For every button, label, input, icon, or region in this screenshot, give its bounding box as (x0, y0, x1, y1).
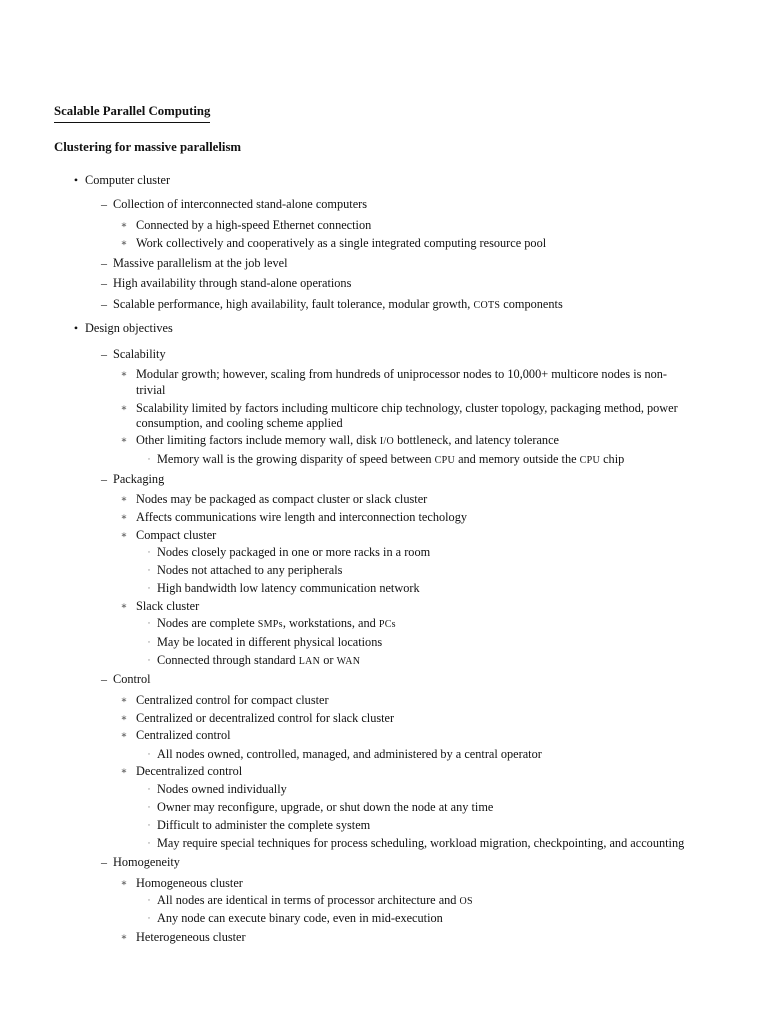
list-item-text: Control (113, 672, 151, 686)
list-item-text: Computer cluster (85, 173, 171, 187)
list-item (0, 892, 768, 910)
list-item-text: All nodes owned, controlled, managed, and administered by a central operator (157, 747, 542, 761)
list-item-text: Packaging (113, 472, 165, 486)
list-item-text: Nodes owned individually (157, 782, 287, 796)
list-item (0, 598, 768, 616)
document-title: Scalable Parallel Computing (54, 103, 210, 123)
list-item-text: May require special techniques for process scheduling, workload migration, checkpointing, and accounting (157, 836, 685, 850)
list-item (0, 652, 768, 670)
bullet-marker: – (101, 347, 107, 361)
bullet-marker: ∗ (120, 878, 128, 889)
list-item (0, 763, 768, 781)
bullet-marker: – (101, 197, 107, 211)
bullet-marker: ∗ (120, 435, 128, 446)
bullet-marker: ∗ (120, 238, 128, 249)
list-item-text: Scalable performance, high availability, fault tolerance, modular growth, COTS components (113, 297, 563, 311)
bullet-marker: ∗ (120, 403, 128, 414)
list-item (0, 415, 768, 433)
bullet-marker: · (147, 655, 151, 665)
list-item (0, 235, 768, 253)
list-item-text: Memory wall is the growing disparity of speed between CPU and memory outside the CPU chip (157, 452, 625, 466)
list-item-text: Homogeneity (113, 855, 180, 869)
bullet-marker: · (147, 618, 151, 628)
list-item-text: Nodes not attached to any peripherals (157, 563, 343, 577)
list-item-text: Nodes are complete SMPs, workstations, and PCs (157, 616, 396, 630)
bullet-marker: · (147, 583, 151, 593)
bullet-marker: ∗ (120, 766, 128, 777)
list-item-text: Centralized control for compact cluster (136, 693, 329, 707)
list-item-text: Nodes may be packaged as compact cluster or slack cluster (136, 492, 428, 506)
bullet-marker: ∗ (120, 932, 128, 943)
bullet-marker: ∗ (120, 494, 128, 505)
list-item-text: High availability through stand-alone operations (113, 276, 352, 290)
list-item-text: Affects communications wire length and interconnection techology (136, 510, 468, 524)
list-item (0, 875, 768, 893)
bullet-marker: – (101, 256, 107, 270)
list-item (0, 432, 768, 450)
bullet-marker: · (147, 454, 151, 464)
bullet-marker: – (101, 472, 107, 486)
list-item (0, 562, 768, 580)
list-item (0, 320, 768, 338)
list-item (0, 854, 768, 872)
bullet-marker: – (101, 855, 107, 869)
list-item (0, 835, 768, 853)
list-item (0, 799, 768, 817)
list-item (0, 491, 768, 509)
list-item (0, 382, 768, 400)
list-item (0, 196, 768, 214)
bullet-marker: ∗ (120, 369, 128, 380)
list-item-text: trivial (136, 383, 166, 397)
list-item-text: Decentralized control (136, 764, 243, 778)
list-item-text: Massive parallelism at the job level (113, 256, 288, 270)
list-item (0, 471, 768, 489)
bullet-marker: ∗ (120, 730, 128, 741)
section-heading: Clustering for massive parallelism (54, 140, 242, 154)
list-item-text: consumption, and cooling scheme applied (136, 416, 343, 430)
list-item-text: Work collectively and cooperatively as a single integrated computing resource pool (136, 236, 547, 250)
list-item-text: All nodes are identical in terms of processor architecture and OS (157, 893, 473, 907)
list-item-text: Scalability limited by factors including multicore chip technology, cluster topology, packaging method, power (136, 401, 678, 415)
list-item (0, 929, 768, 947)
list-item (0, 727, 768, 745)
list-item-text: Slack cluster (136, 599, 200, 613)
bullet-marker: · (147, 547, 151, 557)
bullet-marker: – (101, 276, 107, 290)
bullet-marker: · (147, 565, 151, 575)
bullet-marker: • (73, 321, 79, 335)
list-item-text: Any node can execute binary code, even in mid-execution (157, 911, 443, 925)
list-item (0, 275, 768, 293)
bullet-marker: · (147, 913, 151, 923)
list-item (0, 710, 768, 728)
list-item (0, 451, 768, 469)
list-item (0, 692, 768, 710)
list-item-text: Collection of interconnected stand-alone computers (113, 197, 368, 211)
bullet-marker: ∗ (120, 695, 128, 706)
list-item (0, 217, 768, 235)
list-item (0, 296, 768, 314)
list-item-text: Centralized or decentralized control for slack cluster (136, 711, 395, 725)
list-item (0, 817, 768, 835)
list-item-text: Other limiting factors include memory wall, disk I/O bottleneck, and latency tolerance (136, 433, 559, 447)
list-item (0, 172, 768, 190)
bullet-marker: · (147, 802, 151, 812)
list-item (0, 509, 768, 527)
bullet-marker: ∗ (120, 530, 128, 541)
bullet-marker: ∗ (120, 512, 128, 523)
list-item (0, 781, 768, 799)
list-item (0, 255, 768, 273)
list-item-text: Centralized control (136, 728, 231, 742)
list-item-text: Owner may reconfigure, upgrade, or shut down the node at any time (157, 800, 494, 814)
list-item (0, 527, 768, 545)
list-item-text: Connected through standard LAN or WAN (157, 653, 361, 667)
list-item-text: Design objectives (85, 321, 173, 335)
bullet-marker: · (147, 749, 151, 759)
bullet-marker: · (147, 637, 151, 647)
list-item (0, 615, 768, 633)
bullet-marker: ∗ (120, 220, 128, 231)
list-item-text: Homogeneous cluster (136, 876, 243, 890)
list-item-text: Nodes closely packaged in one or more racks in a room (157, 545, 431, 559)
list-item (0, 634, 768, 652)
list-item-text: Heterogeneous cluster (136, 930, 246, 944)
list-item-text: High bandwidth low latency communication network (157, 581, 420, 595)
bullet-marker: ∗ (120, 713, 128, 724)
bullet-marker: · (147, 838, 151, 848)
bullet-marker: · (147, 895, 151, 905)
list-item-text: Difficult to administer the complete system (157, 818, 371, 832)
list-item (0, 346, 768, 364)
list-item (0, 910, 768, 928)
list-item (0, 671, 768, 689)
list-item (0, 746, 768, 764)
list-item (0, 544, 768, 562)
list-item-text: May be located in different physical locations (157, 635, 383, 649)
list-item-text: Connected by a high-speed Ethernet connection (136, 218, 372, 232)
list-item-text: Compact cluster (136, 528, 217, 542)
bullet-marker: · (147, 820, 151, 830)
bullet-marker: – (101, 672, 107, 686)
bullet-marker: ∗ (120, 601, 128, 612)
bullet-marker: – (101, 297, 107, 311)
list-item-text: Scalability (113, 347, 166, 361)
bullet-marker: · (147, 784, 151, 794)
bullet-marker: • (73, 173, 79, 187)
list-item-text: Modular growth; however, scaling from hundreds of uniprocessor nodes to 10,000+ multicore nodes is non- (136, 367, 668, 381)
list-item (0, 580, 768, 598)
